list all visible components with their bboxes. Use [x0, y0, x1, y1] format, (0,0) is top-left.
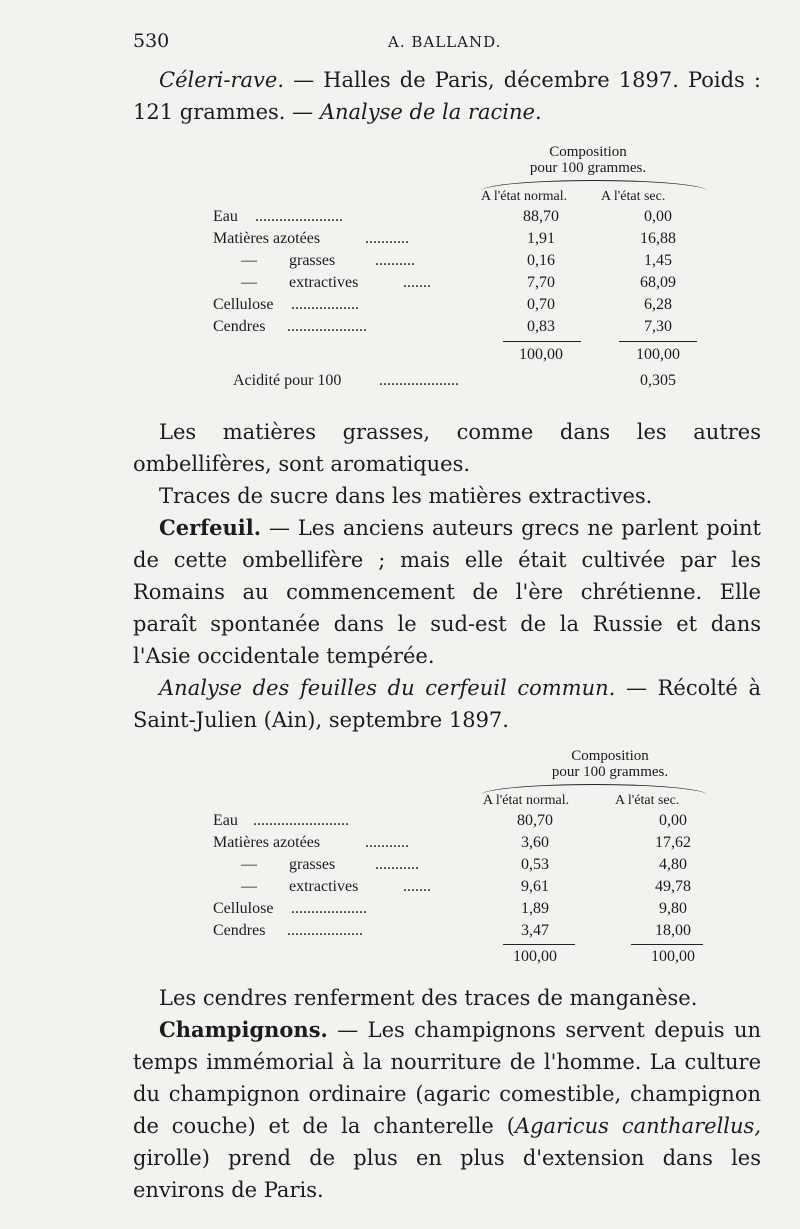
row-label: — grasses	[241, 252, 336, 269]
row-dry-value: 7,30	[644, 318, 672, 335]
celeri-analysis-label: Analyse de la racine.	[319, 100, 542, 124]
table-row	[213, 922, 713, 944]
row-dots: .................	[291, 296, 359, 313]
acidite-value: 0,305	[640, 372, 676, 389]
row-label: Cellulose	[213, 900, 274, 917]
paragraph-sucre	[133, 480, 761, 512]
row-normal-value: 1,89	[521, 900, 549, 917]
page-number: 530	[133, 30, 170, 52]
row-dots: ...........	[365, 834, 409, 851]
row-dry-value: 0,00	[644, 208, 672, 225]
cerfeuil-analysis-intro	[133, 672, 761, 736]
row-label: Matières azotées	[213, 834, 321, 851]
acidite-dots: ....................	[379, 372, 459, 389]
table-row	[213, 274, 713, 296]
row-label: Cendres	[213, 318, 266, 335]
row-dots: ..........	[375, 252, 415, 269]
row-dots: ...........	[375, 856, 419, 873]
paragraph-cerfeuil	[133, 512, 761, 672]
table-row	[213, 208, 713, 230]
total-rule-dry	[619, 341, 697, 342]
cerfeuil-text: — Les anciens auteurs grecs ne parlent point de cette ombellifère ; mais elle était cultivée par les Romains au commencement de l'ère chrétienne. Elle paraît spontanée dans le sud-est de la Russie et dans l'Asie occidentale tempérée.	[133, 516, 761, 668]
row-normal-value: 0,16	[527, 252, 555, 269]
champignons-latin-name: Agaricus cantharellus,	[514, 1114, 761, 1138]
row-normal-value: 3,60	[521, 834, 549, 851]
col-dry-header: A l'état sec.	[601, 189, 666, 204]
row-dry-value: 6,28	[644, 296, 672, 313]
running-author: A. BALLAND.	[388, 33, 502, 51]
champignons-text-a: — Les champignons servent depuis un temps immémorial à la nourriture de l'homme. La culture du champignon ordinaire (agaric comestible, champignon de couche) et de la chanterelle (	[133, 1018, 761, 1138]
champignons-text-b: girolle) prend de plus en plus d'extension dans les environs de Paris.	[133, 1146, 761, 1202]
row-normal-value: 1,91	[527, 230, 555, 247]
total-rule-normal	[503, 341, 581, 342]
row-dots: .......	[403, 878, 431, 895]
col-dry-header: A l'état sec.	[615, 793, 680, 808]
composition-heading	[483, 144, 693, 176]
celeri-desc: — Halles de Paris, décembre 1897. Poids : 121 grammes. —	[133, 68, 761, 124]
champignons-title: Champignons.	[159, 1017, 328, 1042]
table-row	[213, 296, 713, 318]
row-dry-value: 68,09	[640, 274, 676, 291]
composition-heading-line1: Composition	[571, 748, 649, 764]
paragraph-champignons	[133, 1014, 761, 1206]
row-label: Matières azotées	[213, 230, 321, 247]
cerfeuil-analysis-desc: — Récolté à Saint-Julien (Ain), septembre 1897.	[133, 676, 761, 732]
total-rule-dry	[631, 944, 703, 945]
row-label: Cellulose	[213, 296, 274, 313]
table-row	[213, 812, 713, 834]
celeri-intro	[133, 64, 761, 128]
row-dots: ....................	[287, 318, 367, 335]
row-dots: ...................	[291, 900, 367, 917]
total-normal-value: 100,00	[519, 346, 563, 363]
total-row	[213, 346, 713, 368]
row-dots: ...................	[287, 922, 363, 939]
row-dry-value: 18,00	[655, 922, 691, 939]
celeri-composition-table	[213, 144, 713, 394]
composition-heading	[505, 748, 715, 780]
acidite-label: Acidité pour 100	[233, 372, 342, 389]
row-dry-value: 49,78	[655, 878, 691, 895]
composition-heading-line1: Composition	[549, 144, 627, 160]
cerfeuil-analysis-label: Analyse des feuilles du cerfeuil commun.	[159, 676, 616, 700]
acidite-row	[213, 372, 713, 394]
row-dots: ...........	[365, 230, 409, 247]
row-normal-value: 0,83	[527, 318, 555, 335]
row-dots: ......................	[255, 208, 343, 225]
total-row	[213, 948, 713, 970]
row-label: — extractives	[241, 274, 359, 291]
table-row	[213, 318, 713, 340]
row-dry-value: 9,80	[659, 900, 687, 917]
row-dry-value: 17,62	[655, 834, 691, 851]
composition-heading-line2: pour 100 grammes.	[551, 764, 669, 780]
row-normal-value: 0,70	[527, 296, 555, 313]
row-normal-value: 88,70	[523, 208, 559, 225]
cerfeuil-composition-table	[213, 748, 713, 978]
row-normal-value: 7,70	[527, 274, 555, 291]
row-dry-value: 16,88	[640, 230, 676, 247]
row-dry-value: 4,80	[659, 856, 687, 873]
row-label: Eau	[213, 812, 238, 829]
total-normal-value: 100,00	[513, 948, 557, 965]
row-dry-value: 1,45	[644, 252, 672, 269]
paragraph-text: Les cendres renferment des traces de manganèse.	[159, 986, 698, 1010]
table-row	[213, 856, 713, 878]
cerfeuil-title: Cerfeuil.	[159, 515, 262, 540]
total-rule-normal	[503, 944, 575, 945]
table-row	[213, 834, 713, 856]
col-normal-header: A l'état normal.	[483, 793, 570, 808]
row-dots: ........................	[253, 812, 349, 829]
row-dry-value: 0,00	[659, 812, 687, 829]
table-row	[213, 878, 713, 900]
celeri-title: Céleri-rave.	[159, 68, 285, 92]
composition-heading-line2: pour 100 grammes.	[529, 160, 647, 176]
row-normal-value: 80,70	[517, 812, 553, 829]
paragraph-grasses	[133, 416, 761, 480]
table-row	[213, 900, 713, 922]
total-dry-value: 100,00	[651, 948, 695, 965]
paragraph-text: Les matières grasses, comme dans les autres ombellifères, sont aromatiques.	[133, 420, 761, 476]
col-normal-header: A l'état normal.	[481, 189, 568, 204]
row-label: — extractives	[241, 878, 359, 895]
row-normal-value: 3,47	[521, 922, 549, 939]
row-label: Eau	[213, 208, 238, 225]
row-dots: .......	[403, 274, 431, 291]
row-normal-value: 0,53	[521, 856, 549, 873]
row-label: Cendres	[213, 922, 266, 939]
paragraph-cendres	[133, 982, 761, 1014]
row-normal-value: 9,61	[521, 878, 549, 895]
total-dry-value: 100,00	[636, 346, 680, 363]
table-row	[213, 230, 713, 252]
table-row	[213, 252, 713, 274]
paragraph-text: Traces de sucre dans les matières extractives.	[159, 484, 653, 508]
row-label: — grasses	[241, 856, 336, 873]
